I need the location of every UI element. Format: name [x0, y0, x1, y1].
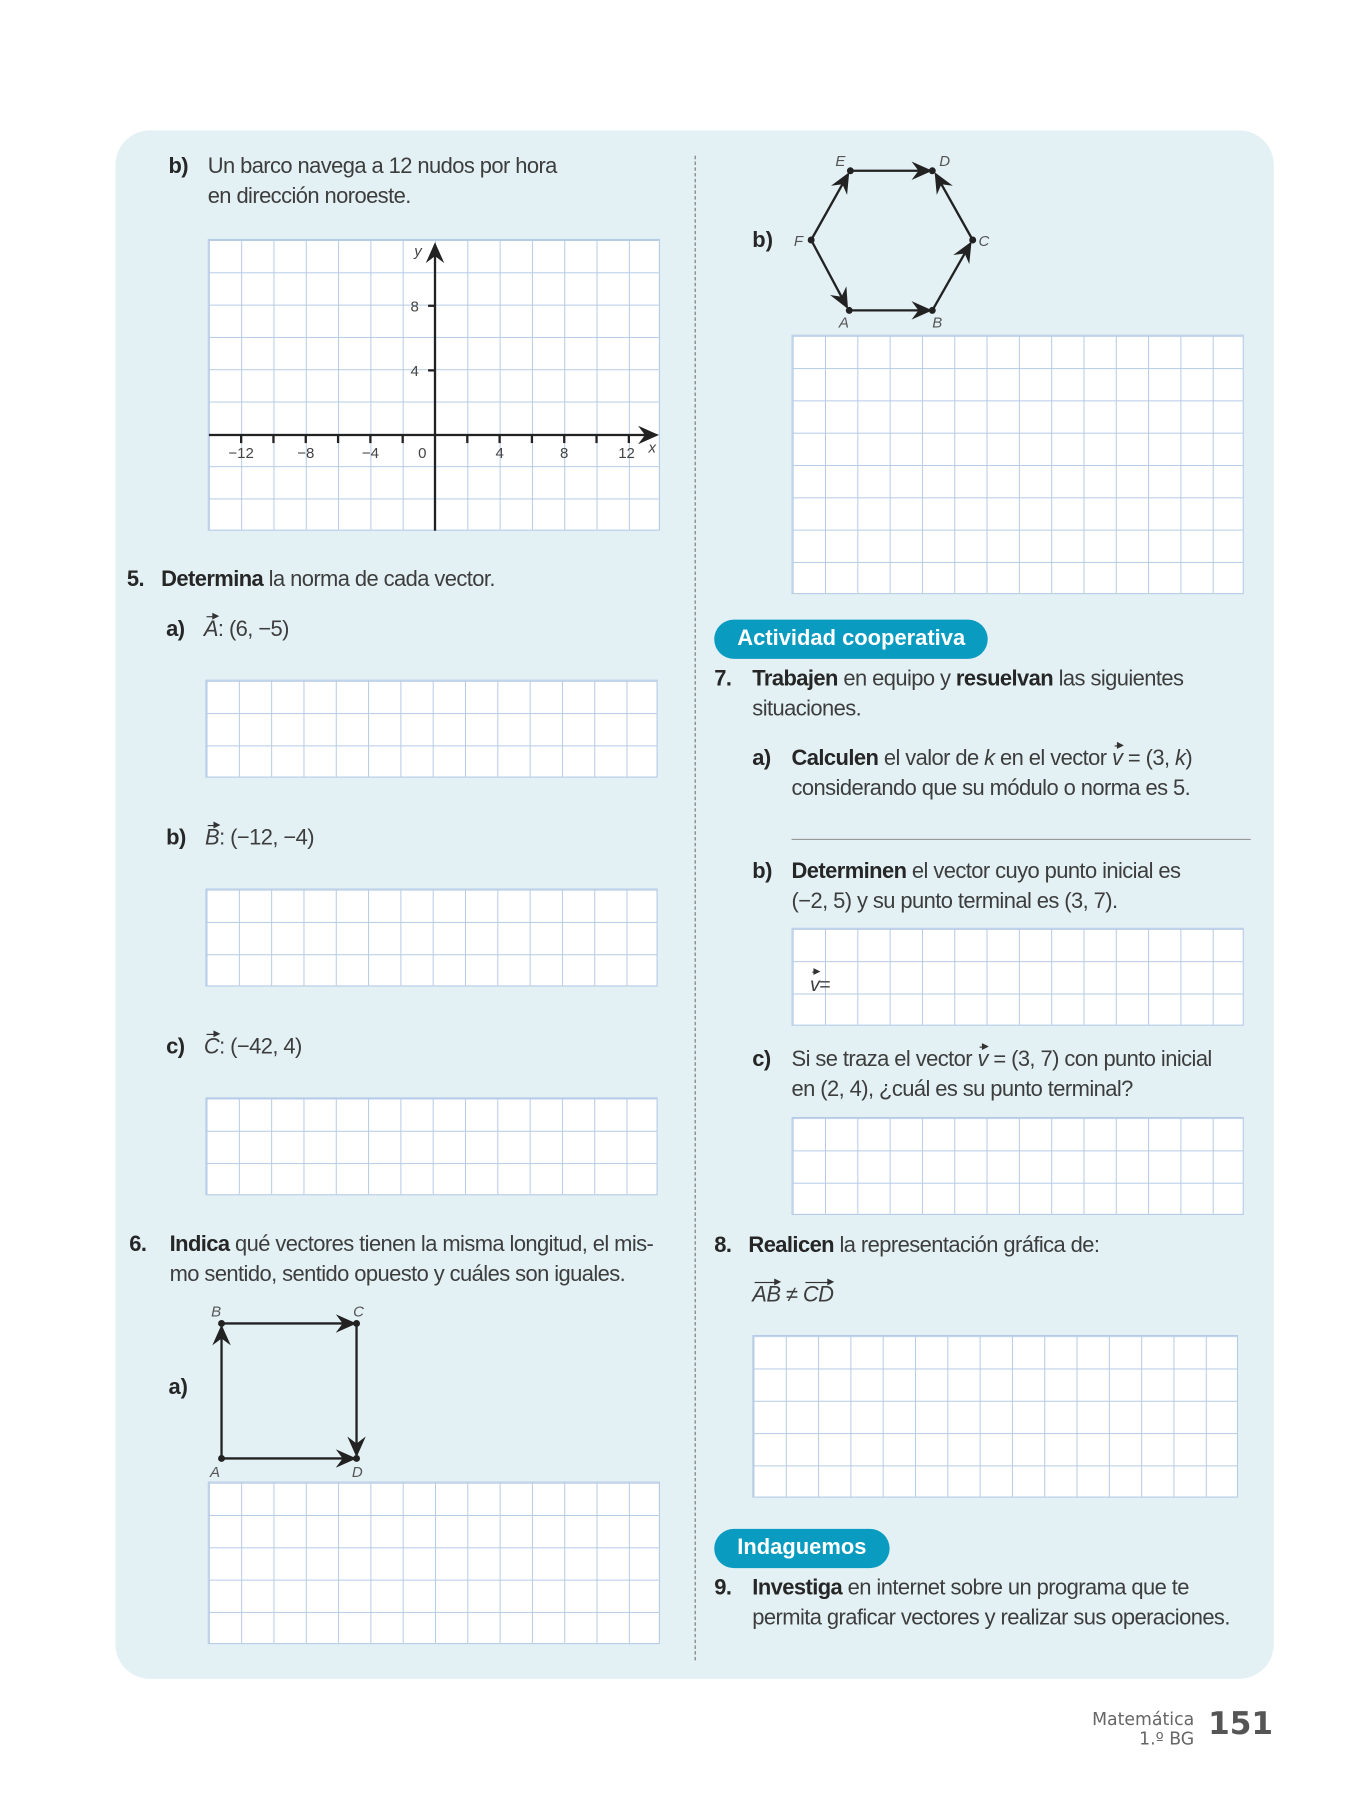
- answer-grid-6a[interactable]: [208, 1482, 660, 1645]
- question-5b: [166, 824, 694, 854]
- rectangle-vectors-diagram: [202, 1302, 387, 1481]
- vector-symbol: B: [205, 824, 219, 854]
- question-text: Un barco navega a 12 nudos por hora: [207, 154, 557, 179]
- item-label: b): [168, 154, 189, 179]
- question-text: considerando que su módulo o norma es 5.: [791, 776, 1191, 801]
- question-text: Si se traza el vector: [791, 1047, 978, 1072]
- answer-grid-6b[interactable]: [792, 335, 1244, 595]
- x-tick-label: −4: [361, 445, 379, 463]
- question-text: (−2, 5) y su punto terminal es (3, 7).: [791, 889, 1118, 914]
- vector-value: : (6, −5): [217, 617, 289, 642]
- question-9: [714, 1574, 1260, 1634]
- question-text: qué vectores tienen la misma longitud, el mis-: [229, 1232, 654, 1257]
- answer-grid-5a[interactable]: [205, 680, 657, 778]
- variable: k: [1174, 746, 1186, 771]
- question-verb: Determinen: [791, 859, 907, 884]
- item-label: b): [166, 826, 186, 851]
- question-text: el valor de: [878, 746, 985, 771]
- question-6a-figure: [127, 1302, 695, 1481]
- variable: k: [984, 746, 995, 771]
- y-tick-label: 4: [410, 363, 419, 381]
- x-tick-label: −8: [297, 445, 315, 463]
- question-verb: Calculen: [791, 746, 879, 771]
- x-tick-label: −12: [228, 445, 254, 463]
- question-text: la representación gráfica de:: [833, 1233, 1100, 1258]
- item-label: c): [752, 1047, 771, 1072]
- vector-symbol: v: [977, 1045, 987, 1075]
- vector-symbol: v: [810, 970, 819, 1000]
- question-number: 8.: [714, 1233, 732, 1258]
- question-text: el vector cuyo punto inicial es: [906, 859, 1181, 884]
- hexagon-vectors-diagram: [789, 152, 1008, 331]
- vector-symbol: A: [204, 615, 218, 645]
- question-8: [714, 1231, 1260, 1261]
- item-label: a): [752, 746, 771, 771]
- vector-value: : (−42, 4): [219, 1035, 302, 1060]
- question-4b: [168, 152, 694, 212]
- x-axis-label: x: [648, 439, 656, 457]
- y-tick-label: 8: [410, 298, 419, 316]
- item-label: a): [168, 1375, 188, 1400]
- question-text: las siguientes: [1053, 666, 1184, 692]
- question-text: mo sentido, sentido opuesto y cuáles son iguales.: [169, 1262, 626, 1287]
- answer-grid-5c[interactable]: [205, 1097, 657, 1195]
- item-label: a): [166, 617, 185, 642]
- question-verb: Determina: [161, 567, 264, 592]
- question-text: en internet sobre un programa que te: [842, 1576, 1189, 1601]
- point-label: C: [978, 232, 990, 250]
- vector-symbol: C: [204, 1033, 219, 1063]
- exercise-panel: [115, 130, 1273, 1678]
- answer-grid-5b[interactable]: [205, 888, 657, 986]
- question-number: 7.: [714, 666, 732, 692]
- item-label: b): [752, 228, 774, 253]
- question-verb: Indica: [169, 1232, 230, 1257]
- x-tick-label: 12: [618, 445, 635, 463]
- x-tick-label: 8: [560, 445, 569, 463]
- item-label: c): [166, 1035, 185, 1060]
- point-label: C: [353, 1303, 364, 1321]
- question-verb: Investiga: [752, 1576, 843, 1601]
- question-verb: Trabajen: [752, 666, 838, 692]
- footer-subject: Matemática: [1092, 1708, 1195, 1730]
- question-text: en equipo y: [837, 666, 956, 692]
- point-label: E: [835, 153, 846, 171]
- point-label: B: [932, 314, 943, 332]
- question-text: en el vector: [994, 746, 1112, 771]
- not-equal-sign: ≠: [785, 1283, 798, 1308]
- point-label: B: [211, 1303, 222, 1321]
- right-column: [695, 153, 1274, 1661]
- answer-line-7a[interactable]: [792, 839, 1251, 840]
- question-verb: Realicen: [748, 1233, 834, 1258]
- point-label: A: [838, 314, 849, 332]
- question-text: en (2, 4), ¿cuál es su punto terminal?: [791, 1077, 1133, 1102]
- page-number: 151: [1208, 1706, 1274, 1743]
- question-text: permita graficar vectores y realizar sus operaciones.: [752, 1606, 1230, 1631]
- question-text: la norma de cada vector.: [263, 567, 495, 592]
- coordinate-axes: [209, 240, 661, 532]
- answer-prefix: [810, 970, 830, 1000]
- question-5a: [166, 615, 694, 645]
- point-label: D: [351, 1463, 363, 1481]
- point-label: D: [939, 153, 951, 171]
- footer-grade: 1.º BG: [1139, 1728, 1195, 1750]
- question-5: [127, 565, 695, 595]
- question-7c: [752, 1045, 1260, 1105]
- vector-symbol: AB: [752, 1281, 780, 1311]
- question-number: 5.: [126, 567, 145, 592]
- question-text: = (3, 7) con punto inicial: [987, 1047, 1212, 1072]
- question-7a: [752, 744, 1260, 804]
- coordinate-grid[interactable]: [208, 239, 660, 531]
- x-tick-label: 0: [418, 445, 427, 463]
- question-number: 6.: [129, 1232, 147, 1257]
- vector-symbol: v: [1112, 744, 1122, 774]
- question-text: situaciones.: [752, 696, 862, 722]
- answer-grid-7b[interactable]: [792, 928, 1244, 1026]
- question-7b: [752, 857, 1260, 917]
- y-axis-label: y: [414, 243, 422, 261]
- point-label: F: [793, 232, 804, 250]
- question-7: [714, 665, 1260, 725]
- question-text: ): [1185, 746, 1193, 771]
- research-badge: Indaguemos: [714, 1529, 889, 1568]
- answer-grid-8[interactable]: [752, 1335, 1238, 1498]
- vector-symbol: CD: [803, 1281, 834, 1311]
- vector-value: : (−12, −4): [219, 826, 314, 851]
- vector-inequality: [752, 1281, 1260, 1311]
- left-column: [115, 130, 694, 1660]
- point-label: A: [210, 1463, 221, 1481]
- item-label: b): [752, 859, 772, 884]
- footer-book-info: [1015, 1710, 1194, 1749]
- question-verb: resuelvan: [955, 666, 1054, 692]
- answer-grid-7c[interactable]: [792, 1117, 1244, 1215]
- question-text: = (3,: [1122, 746, 1175, 771]
- cooperative-activity-badge: Actividad cooperativa: [714, 620, 988, 659]
- question-6: [129, 1230, 686, 1290]
- equals-sign: =: [819, 973, 831, 996]
- question-6b-figure: [714, 152, 1260, 331]
- question-text: en dirección noroeste.: [207, 184, 411, 209]
- question-number: 9.: [714, 1576, 732, 1601]
- question-5c: [166, 1033, 694, 1063]
- x-tick-label: 4: [495, 445, 504, 463]
